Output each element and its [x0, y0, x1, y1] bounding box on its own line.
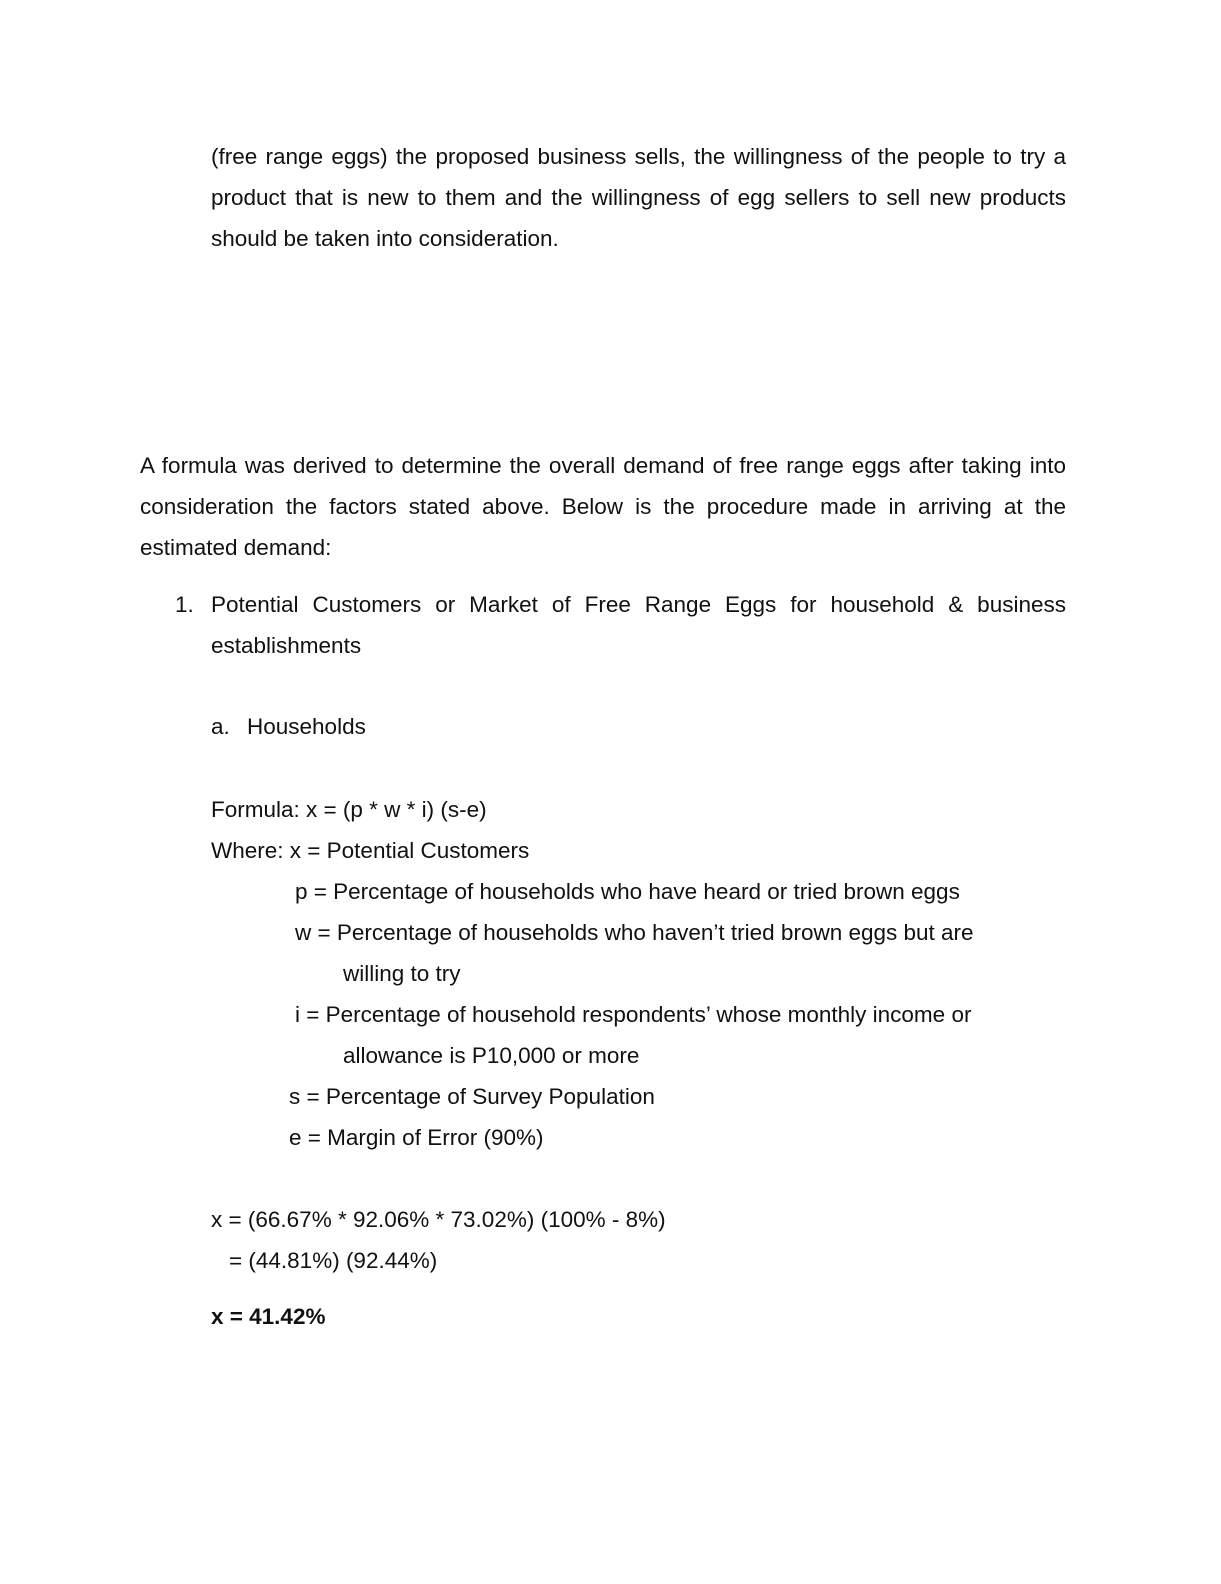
formula-line: Formula: x = (p * w * i) (s-e) — [211, 797, 487, 822]
sub-item-text: Households — [247, 714, 366, 739]
sub-item-letter: a. — [211, 714, 230, 739]
variable-s-definition: s = Percentage of Survey Population — [289, 1084, 655, 1109]
variable-w-definition: w = Percentage of households who haven’t tried brown eggs but are — [295, 920, 974, 945]
computation-line-2: = (44.81%) (92.44%) — [229, 1248, 438, 1273]
formula-intro-paragraph: A formula was derived to determine the overall demand of free range eggs after taking into consideration the factors stated above. Below is the procedure made in arriving at the estimated demand: — [140, 453, 1066, 560]
where-line: Where: x = Potential Customers — [211, 838, 530, 863]
intro-continuation-paragraph: (free range eggs) the proposed business sells, the willingness of the people to try a product that is new to them and the willingness of egg sellers to sell new products should be taken into consideration. — [211, 144, 1066, 251]
list-item-text: Potential Customers or Market of Free Range Eggs for household & business establishments — [211, 592, 1066, 658]
variable-w-definition-continued: willing to try — [343, 961, 461, 986]
variable-e-definition: e = Margin of Error (90%) — [289, 1125, 544, 1150]
list-item-number: 1. — [175, 592, 194, 617]
computation-line-1: x = (66.67% * 92.06% * 73.02%) (100% - 8%) — [211, 1207, 666, 1232]
computation-result: x = 41.42% — [211, 1304, 326, 1329]
variable-p-definition: p = Percentage of households who have heard or tried brown eggs — [295, 879, 960, 904]
variable-i-definition-continued: allowance is P10,000 or more — [343, 1043, 640, 1068]
variable-i-definition: i = Percentage of household respondents’ whose monthly income or — [295, 1002, 972, 1027]
